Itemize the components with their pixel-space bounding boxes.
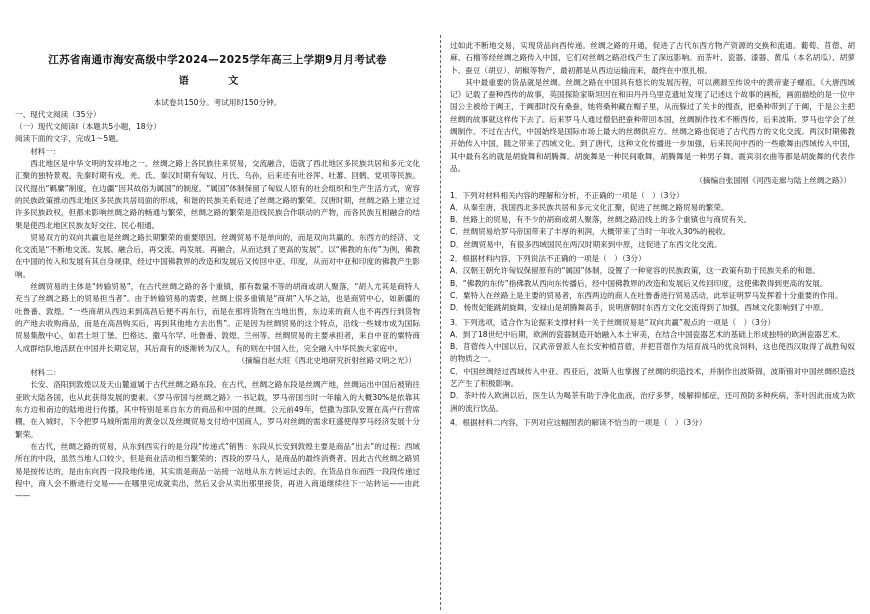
option: A．从秦至唐，我国西北多民族共居和多元文化汇聚，促进了丝绸之路贸易的繁荣。 (450, 202, 729, 212)
paragraph: 在古代，丝绸之路的贸易，从东到西实行的是分段“传递式”销售：东段从长安到敦煌主要是商品“出去”的过程；西域所在的中段，虽然当地人口较少，但是商业活动相当繁荣的；西段的罗马人，是商品的最终消费者。因此古代丝绸之路贸易是按传达的，是由东向西一段段地传递，其实质是商品一站接一站地从东方转运过去的。在货品自东而西一段段传递过程中，商人会不断进行交易——在哪里完成就卖出，然后又会从卖出那里接货，再进入商道继续往下一站转运——由此—— (15, 441, 420, 501)
paragraph: 其中最重要的货品就是丝绸。丝绸之路在中国具有悠长的发展历程，可以溯源至传说中的黄帝妻子螺祖。《大唐西域记》记载了蚕种西传的故事，英国探险家斯坦因在和田丹丹乌里克遗址发现了记述这个故事的画板，画面描绘的是一位中国公主被给于阗王，于阗那时没有桑蚕，她将桑种藏在帽子里，从而躲过了关卡的搜查，把桑种带到了于阗，于是公主把丝绸的故事就这样传下去了。后来罗马人通过僧侣把蚕种带回本国，丝绸制作技术不断西传，后来波斯、罗马也学会了丝绸制作。不过在古代，中国始终是国际市场上最大的丝绸供应方。丝绸之路也促进了古代西方的文化交流。两汉时期佛教开始传入中国，随之带来了西域文化。到了唐代，这种文化传播进一步加强，后来民间中西的一些歌舞由西域传入中国，其中最有名的就是胡旋舞和胡腾舞。胡旋舞是一种民间歌舞，胡腾舞是一种男子舞。震宾羽衣曲等都是胡旋舞的代表作品。 (450, 77, 855, 173)
paragraph: 贸易双方的双向共赢也是丝绸之路长期繁荣的重要原因。丝绸贸易不是单向的，而是双向共赢的。东西方的经济、文化交流是“不断地交流、发展、融合后，再交流、再发展、再融合，从而达到了更高的发展”。以“佛教的东传”为例，佛教在中国的传入和发展有其自身规律，经过中国佛教界的改造和发展后又传回中亚、印度，从而对中亚和印度的佛教产生影响。 (15, 232, 420, 279)
instruction: 阅读下面的文字，完成1～5题。 (15, 134, 124, 144)
option: C．丝绸贸易给罗马帝国带来了丰厚的利润，大概带来了当时一年收入30%的税收。 (450, 227, 731, 237)
left-column (15, 46, 420, 502)
option: A．汉朝王朝允许匈奴保留原有的“属国”体制，设置了一种宽容的民族政策，这一政策有助于民族关系的和谐。 (450, 266, 820, 276)
option: B．丝路上的贸易，有不少的胡商或胡人聚落，丝绸之路沿线上的多个重镇也与商贸有关。 (450, 215, 752, 225)
column-divider (440, 35, 441, 610)
paragraph: 长安、洛阳到敦煌以及天山麓道属于古代丝绸之路东段。在古代，丝绸之路东段是丝绸产地，丝绸运出中国后被销往亚欧大陆各国，也从此获得发展的要素。《罗马帝国与丝绸之路》一书记载，罗马帝国当时一年输入的大概30%是依靠其东方边和南边的陆地进行传播，其中特别是来自东方的商品和中国的丝绸。公元前49年，恺撒为部队安置在高卢行营席棚，在入城时，下令把罗马城所需用的黄金以及丝绸贸易支付给中国商人，罗马对丝绸的需求旺盛使得罗马经济发展十分繁荣。 (15, 380, 420, 439)
material-label: 材料一： (30, 146, 61, 156)
option: B．苜蓿传入中国以后，汉武帝曾派人在长安种植苜蓿，并把苜蓿作为培育战马的优良饲料，这也使西汉取得了战胜匈奴的物质之一。 (450, 342, 855, 364)
option: C．中国丝绸经过西域传入中亚、西亚后，波斯人也掌握了丝绸的织造技术，并制作出波斯锦，波斯锦对中国丝绸织造技艺产生了积极影响。 (450, 366, 855, 389)
material-label: 材料二： (30, 368, 61, 378)
exam-subject: 语 文 (178, 76, 257, 88)
exam-title: 江苏省南通市海安高级中学2024—2025学年高三上学期9月月考试卷 (48, 54, 387, 66)
subsection-heading: （一）现代文阅读Ⅰ（本题共5小题，18分） (15, 122, 161, 132)
option: C．粟特人在丝路上是主要的贸易者，东西两边的商人在吐鲁番进行贸易活动，此举证明罗马发挥着十分重要的作用。 (450, 290, 843, 300)
right-column (450, 40, 855, 429)
exam-info: 本试卷共150分。考试用时150分钟。 (153, 97, 282, 107)
option: D．杨贵妃能跳胡旋舞，安禄山是胡腾舞高手，说明唐朝时东西方文化交流得到了加强，西域文化影响到了中原。 (450, 303, 828, 313)
paragraph: 西北地区是中华文明的发祥地之一。丝绸之路上各民族往来贸易，交流融合，造就了西北地区多民族共居和多元文化汇聚的独特景观。先秦时期有戎、羌、氐、秦汉时期有匈奴、月氏、乌孙，后来还有吐谷浑、吐蕃、回鹘、党项等民族。汉代提出“羁縻”制度，在边疆“因其故俗为属国”的制度。“属国”体制保留了匈奴人原有的社会组织和生产生活方式，宽容的民族政策推动西北地区多民族共居局面的形成，和谐的民族关系促进了丝绸之路的繁荣。汉唐时期，丝绸之路上建立过许多民族政权，但都未影响丝绸之路的畅通与繁荣，丝绸之路的繁荣是沿线民族合作联动的产物，而各民族互相融合的结果是使西北地区民族友好交往、民心相通。 (15, 159, 420, 230)
question-2: 2．根据材料内容，下列说法不正确的一项是（ ）（3分） (450, 254, 646, 264)
question-3: 3．下列选项，适合作为论据来支撑材料一关于丝绸贸易是“双向共赢”观点的一项是（ ）（3分） (450, 317, 776, 327)
paragraph: 丝绸贸易的主体是“转输贸易”，在古代丝绸之路的各个重镇，都有数量不等的胡商或胡人聚落，“胡人尤其是商特人充当了丝绸之路上的贸易担当者”。由于转输贸易的需要，丝绸上很多重镇是“商胡”入华之站，也是商贸中心，如新疆的吐鲁番、敦煌。“一些商胡从西边来到高昌后便不再东行，而是在那将货物在当地出售，东边来的商人也不再西行到货物的产地去收购商品，而是在高昌购买后，再到其他地方去出售”。正是因为丝绸贸易的这个特点，沿线一些城市成为国际贸易集散中心，如君士坦丁堡、巴格达、撒马尔罕、吐鲁番、敦煌、兰州等。丝绸贸易的主要承担者，来自中亚的粟特商人成群结队地活跃在中国并长期定居，其后裔有的逐渐转为汉人，有的则在中国入仕，完全融入中华民族大家庭中。 (15, 282, 420, 353)
source-citation: （摘编自赵大旺《西北史地研究折射丝路文明之光》） (237, 355, 416, 365)
source-citation: （摘编自张国刚《河西走廊与陆上丝绸之路》） (695, 176, 851, 186)
option: B．“佛教的东传”指佛教从西向东传播后，经中国佛教界的改造和发展后又传回印度，这使佛教得到更高的发展。 (450, 278, 828, 288)
question-4: 4．根据材料二内容，下列对应这幅图表的解读不恰当的一项是（ ）（3分） (450, 417, 707, 427)
question-1: 1．下列对材料相关内容的理解和分析，不正确的一项是（ ）（3分） (450, 190, 684, 200)
option: A．到了18世纪中后期，欧洲的瓷器制造开始融入本土审美，在结合中国瓷器艺术的基础上形成独特的欧洲瓷器艺术。 (450, 329, 845, 339)
option: D．茶叶传入欧洲以后，医生认为喝茶有助于净化血液，治疗多梦，缓解抑郁症，还可预防多种疾病，茶叶因此而成为欧洲的流行饮品。 (450, 391, 855, 413)
paragraph: 过如此不断地交易，实现货品向西传递。丝绸之路的开通，促进了古代东西方物产资源的交换和流通。葡萄、苜蓿、胡麻、石榴等经丝绸之路传入中国，它们对丝绸之路沿线产生了深远影响。而茶叶、瓷器、漆器、黄瓜（本名胡瓜）、胡萝卜、蚕豆（胡豆）、胡椒等物产，最初都是从西边运输而来，最终在中原扎根。 (450, 41, 855, 75)
option: D．丝绸贸易中，有很多西域国民在两汉时期来到中原，这促进了东西文化交流。 (450, 239, 722, 249)
section-heading: 一、现代文阅读（35分） (15, 109, 101, 119)
